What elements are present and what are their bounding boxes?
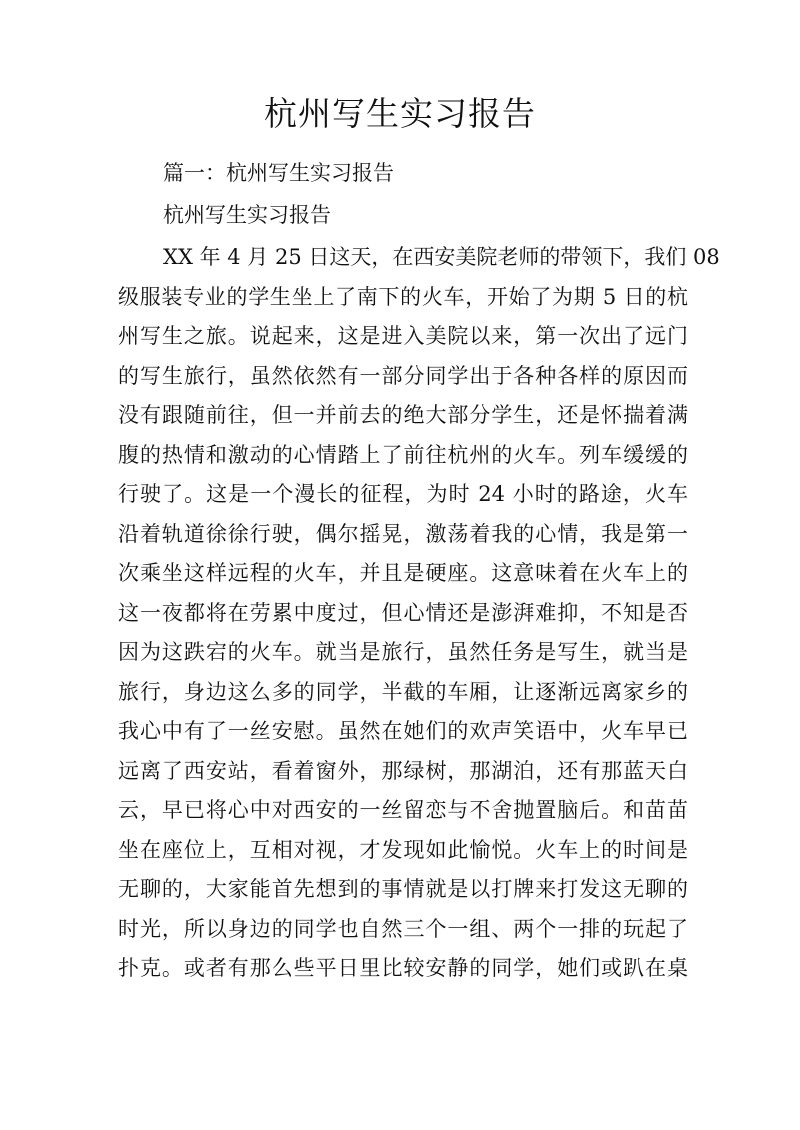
paragraph-line: 远离了西安站，看着窗外，那绿树，那湖泊，还有那蓝天白 (118, 758, 688, 783)
paragraph-line: 行驶了。这是一个漫长的征程，为时 24 小时的路途，火车 (118, 482, 688, 506)
document-title: 杭州写生实习报告 (264, 94, 536, 133)
paragraph-line: 时光，所以身边的同学也自然三个一组、两个一排的玩起了 (118, 916, 688, 941)
paragraph-line: 腹的热情和激动的心情踏上了前往杭州的火车。列车缓缓的 (118, 442, 688, 467)
paragraph-line: 沿着轨道徐徐行驶，偶尔摇晃，激荡着我的心情，我是第一 (118, 521, 688, 546)
paragraph-line: 旅行，身边这么多的同学，半截的车厢，让逐渐远离家乡的 (118, 679, 688, 704)
paragraph-line: 扑克。或者有那么些平日里比较安静的同学，她们或趴在桌 (118, 956, 688, 980)
paragraph-line: 州写生之旅。说起来，这是进入美院以来，第一次出了远门 (118, 324, 688, 348)
document-subtitle: 杭州写生实习报告 (163, 203, 331, 227)
paragraph-line: 没有跟随前往，但一并前去的绝大部分学生，还是怀揣着满 (118, 403, 688, 427)
paragraph-line: 因为这跌宕的火车。就当是旅行，虽然任务是写生，就当是 (118, 640, 688, 664)
paragraph-line: 无聊的，大家能首先想到的事情就是以打牌来打发这无聊的 (118, 877, 688, 901)
paragraph-line: 级服装专业的学生坐上了南下的火车，开始了为期 5 日的杭 (118, 284, 688, 309)
body-paragraph (118, 238, 720, 989)
paragraph-line: 这一夜都将在劳累中度过，但心情还是澎湃难抑，不知是否 (118, 600, 688, 625)
paragraph-line: XX 年 4 月 25 日这天，在西安美院老师的带领下，我们 08 (163, 245, 720, 269)
section-heading: 篇一：杭州写生实习报告 (163, 161, 394, 185)
paragraph-line: 云，早已将心中对西安的一丝留恋与不舍抛置脑后。和苗苗 (118, 798, 688, 822)
paragraph-line: 次乘坐这样远程的火车，并且是硬座。这意味着在火车上的 (118, 561, 688, 585)
paragraph-line: 我心中有了一丝安慰。虽然在她们的欢声笑语中，火车早已 (118, 719, 688, 743)
paragraph-line: 的写生旅行，虽然依然有一部分同学出于各种各样的原因而 (118, 363, 688, 388)
paragraph-line: 坐在座位上，互相对视，才发现如此愉悦。火车上的时间是 (118, 837, 688, 862)
